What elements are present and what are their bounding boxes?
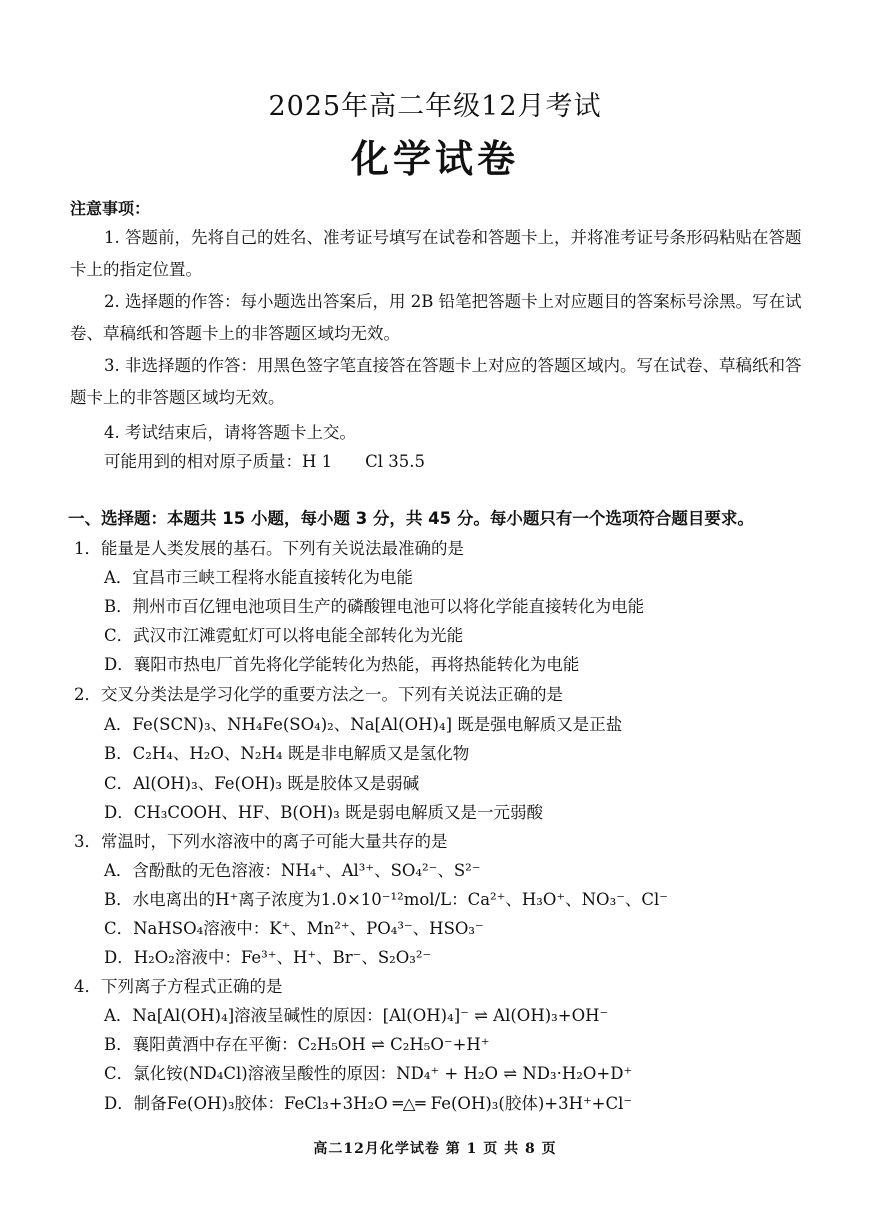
question-3-option-d: D．H₂O₂溶液中：Fe³⁺、H⁺、Br⁻、S₂O₃²⁻ [104,948,432,967]
notice-item-4: 4. 考试结束后，请将答题卡上交。 [104,423,356,442]
question-3-stem: 3．常温时，下列水溶液中的离子可能大量共存的是 [74,832,448,851]
question-1-option-c: C．武汉市江滩霓虹灯可以将电能全部转化为光能 [104,626,464,645]
question-1-option-d: D．襄阳市热电厂首先将化学能转化为热能，再将热能转化为电能 [104,655,580,674]
question-2-option-b: B．C₂H₄、H₂O、N₂H₄ 既是非电解质又是氢化物 [104,744,470,763]
question-2-option-c: C．Al(OH)₃、Fe(OH)₃ 既是胶体又是弱碱 [104,774,420,793]
subject-title: 化学试卷 [350,136,519,181]
question-3-option-b: B．水电离出的H⁺离子浓度为1.0×10⁻¹²mol/L：Ca²⁺、H₃O⁺、NO₃⁻、Cl⁻ [104,890,669,909]
question-2-option-d: D．CH₃COOH、HF、B(OH)₃ 既是弱电解质又是一元弱酸 [104,803,544,822]
section-heading: 一、选择题：本题共 15 小题，每小题 3 分，共 45 分。每小题只有一个选项符合题目要求。 [68,509,754,528]
question-4-stem: 4．下列离子方程式正确的是 [74,977,283,996]
question-2-option-a: A．Fe(SCN)₃、NH₄Fe(SO₄)₂、Na[Al(OH)₄] 既是强电解质又是正盐 [104,715,623,734]
page-footer: 高二12月化学试卷 第 1 页 共 8 页 [313,1141,557,1157]
question-4-option-d: D．制备Fe(OH)₃胶体：FeCl₃+3H₂O ═△═ Fe(OH)₃(胶体)+3H⁺+Cl⁻ [104,1094,633,1113]
notice-item-1: 1. 答题前，先将自己的姓名、准考证号填写在试卷和答题卡上，并将准考证号条形码粘贴在答题卡上的指定位置。 [70,228,802,279]
exam-title: 2025年高二年级12月考试 [268,91,602,122]
question-2-stem: 2．交叉分类法是学习化学的重要方法之一。下列有关说法正确的是 [74,685,563,704]
atomic-mass-line: 可能用到的相对原子质量：H 1 Cl 35.5 [104,452,426,471]
question-1-option-a: A．宜昌市三峡工程将水能直接转化为电能 [104,568,413,587]
question-1-option-b: B．荆州市百亿锂电池项目生产的磷酸锂电池可以将化学能直接转化为电能 [104,597,645,616]
question-3-option-c: C．NaHSO₄溶液中：K⁺、Mn²⁺、PO₄³⁻、HSO₃⁻ [104,919,484,938]
question-1-stem: 1．能量是人类发展的基石。下列有关说法最准确的是 [74,539,464,558]
question-4-option-a: A．Na[Al(OH)₄]溶液呈碱性的原因：[Al(OH)₄]⁻ ⇌ Al(OH)₃+OH⁻ [104,1006,609,1025]
notice-heading: 注意事项： [70,199,151,218]
question-4-option-c: C．氯化铵(ND₄Cl)溶液呈酸性的原因：ND₄⁺ + H₂O ⇌ ND₃·H₂O+D⁺ [104,1064,633,1083]
notice-item-2: 2. 选择题的作答：每小题选出答案后，用 2B 铅笔把答题卡上对应题目的答案标号涂黑。写在试卷、草稿纸和答题卡上的非答题区域均无效。 [70,292,802,343]
notice-item-3: 3. 非选择题的作答：用黑色签字笔直接答在答题卡上对应的答题区域内。写在试卷、草稿纸和答题卡上的非答题区域均无效。 [70,356,802,407]
question-4-option-b: B．襄阳黄酒中存在平衡：C₂H₅OH ⇌ C₂H₅O⁻+H⁺ [104,1035,490,1054]
question-3-option-a: A．含酚酞的无色溶液：NH₄⁺、Al³⁺、SO₄²⁻、S²⁻ [104,861,481,880]
